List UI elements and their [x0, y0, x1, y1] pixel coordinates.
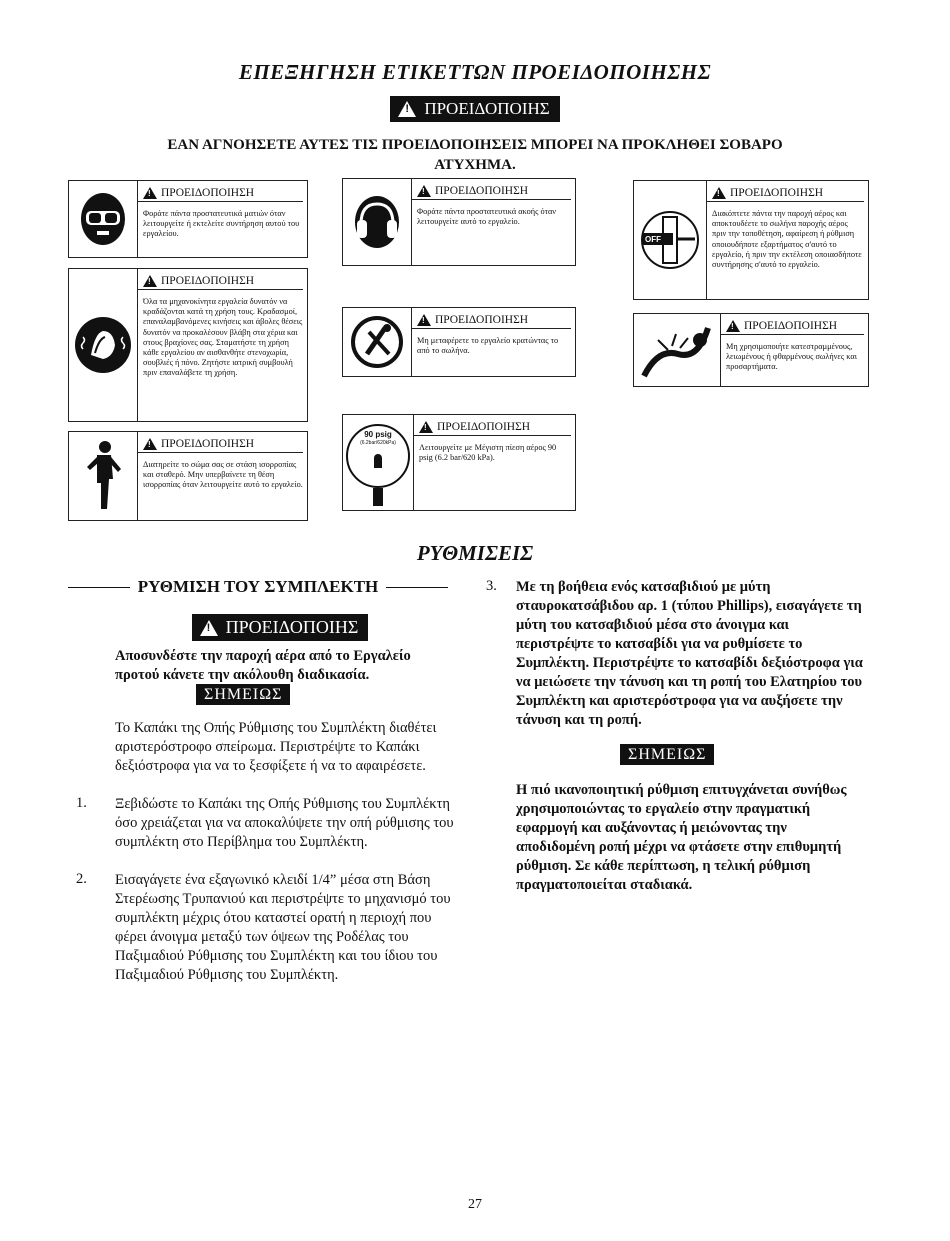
top-warning-banner-label: ΠΡΟΕΙΔΟΠΟΙΗΣ	[424, 99, 550, 118]
gauge-label	[348, 430, 408, 448]
label-vibration-head-text: ΠΡΟΕΙΔΟΠΟΙΗΣΗ	[161, 275, 255, 287]
label-eye-head	[137, 185, 303, 202]
label-ear-head	[411, 183, 571, 200]
top-warning-banner	[390, 96, 559, 122]
gauge-stem	[373, 488, 383, 506]
off-text: OFF	[645, 235, 661, 244]
right-note-banner-label: ΣΗΜΕΙΩΣ	[620, 744, 714, 765]
label-hose-carry	[342, 307, 576, 377]
label-pressure-head-text: ΠΡΟΕΙΔΟΠΟΙΗΣΗ	[437, 421, 531, 433]
label-vibration	[68, 268, 308, 422]
warning-triangle-icon	[712, 187, 726, 199]
label-ear-head-text: ΠΡΟΕΙΔΟΠΟΙΗΣΗ	[435, 185, 529, 197]
left-note-text: Το Καπάκι της Οπής Ρύθμισης του Συμπλέκτη διαθέτει αριστερόστροφο σπείρωμα. Περιστρέψτε το Καπάκι δεξιόστροφα για να το ξεσφίξετε ή να το αφαιρέσετε.	[115, 720, 437, 774]
label-balance-text: Διατηρείτε το σώμα σας σε στάση ισορροπίας και σταθερό. Μην υπερβαίνετε τη θέση ισορροπίας όταν λειτουργείτε αυτό το εργαλείο.	[143, 460, 303, 490]
top-warning-banner-wrap	[0, 96, 950, 122]
label-damaged-head	[720, 318, 864, 335]
subsection-heading	[68, 577, 448, 597]
label-eye-head-text: ΠΡΟΕΙΔΟΠΟΙΗΣΗ	[161, 187, 255, 199]
label-eye-text: Φοράτε πάντα προστατευτικά ματιών όταν λειτουργείτε ή εκτελείτε συντήρηση αυτού του εργαλείου.	[143, 209, 300, 239]
step-2-number: 2.	[76, 871, 87, 887]
top-warning-line1: ΕΑΝ ΑΓΝΟΗΣΕΤΕ ΑΥΤΕΣ ΤΙΣ ΠΡΟΕΙΔΟΠΟΙΗΣΕΙΣ ΜΠΟΡΕΙ ΝΑ ΠΡΟΚΛΗΘΕΙ ΣΟΒΑΡΟ	[167, 137, 783, 153]
gauge-bar: (6.2bar/620kPa)	[360, 439, 396, 446]
right-note-text: Η πιό ικανοποιητική ρύθμιση επιτυγχάνεται συνήθως χρησιμοποιώντας το εργαλείο στην πραγματική εφαρμογή και αυξάνοντας ή μειώνοντας την αποδιδομένη ροπή μέχρι να φτάσετε στην επιθυμητή ρύθμιση. Σε κάθε περίπτωση, η τελική ρύθμιση πραγματοποιείται σταδιακά.	[516, 782, 847, 893]
right-note-banner	[620, 746, 714, 764]
label-eye-protection	[68, 180, 308, 258]
warning-triangle-icon	[143, 187, 157, 199]
label-damaged-text: Μη χρησιμοποιήτε κατεστραμμένους, λειωμένους ή φθαρμένους σωλήνες και προσαρτήματα.	[726, 342, 857, 372]
label-disconnect-text: Διακόπτετε πάντα την παροχή αέρος και αποκτουδέετε το σωλήνα παροχής αέρος πριν την τοποθέτηση, αφαίρεση ή ρύθμιση οποιουδήποτε εξαρτήματος σ'αυτό το εργαλείο, ή πριν την εκτέλεση οποιασδήποτε συντήρησης σ'αυτό το εργαλείο.	[712, 209, 862, 270]
page-title: ΕΠΕΞΗΓΗΣΗ ΕΤΙΚΕΤΤΩΝ ΠΡΟΕΙΔΟΠΟΙΗΣΗΣ	[238, 60, 712, 84]
rule-left	[68, 587, 130, 588]
pressure-gauge-icon	[343, 415, 414, 510]
section-title: ΡΥΘΜΙΣΕΙΣ	[416, 541, 534, 565]
label-vibration-head	[137, 273, 303, 290]
safety-glasses-icon	[69, 181, 138, 257]
label-damaged-head-text: ΠΡΟΕΙΔΟΠΟΙΗΣΗ	[744, 320, 838, 332]
warning-triangle-icon	[419, 421, 433, 433]
warning-triangle-icon	[398, 101, 416, 117]
label-balance-head	[137, 436, 303, 453]
warning-triangle-icon	[726, 320, 740, 332]
air-disconnect-icon	[634, 181, 707, 299]
label-disconnect	[633, 180, 869, 300]
label-disconnect-head-text: ΠΡΟΕΙΔΟΠΟΙΗΣΗ	[730, 187, 824, 199]
hand-vibration-icon	[69, 269, 138, 421]
no-carry-by-hose-icon	[343, 308, 412, 376]
subsection-title: ΡΥΘΜΙΣΗ ΤΟΥ ΣΥΜΠΛΕΚΤΗ	[137, 577, 379, 596]
page-number: 27	[468, 1197, 482, 1212]
warning-triangle-icon	[200, 620, 218, 636]
label-ear-protection	[342, 178, 576, 266]
step-1-number: 1.	[76, 795, 87, 811]
step-3-text: Με τη βοήθεια ενός κατσαβιδιού με μύτη σταυροκατσάβιδου αρ. 1 (τύπου Phillips), εισαγάγετε τη μύτη του κατσαβιδιού μέσα στο άνοιγμα και περιστρέψτε το κατσαβίδι για να ρυθμίσετε το Συμπλέκτη. Περιστρέψτε το κατσαβίδι δεξιόστροφα για να μειώσετε την τάνυση και τη ροπή του Ελατηρίου του Συμπλέκτη και αριστερόστροφα για να αυξήσετε την τάνυση και τη ροπή.	[516, 579, 863, 728]
left-warning-text: Αποσυνδέστε την παροχή αέρα από το Εργαλείο προτού κάνετε την ακόλουθη διαδικασία.	[115, 648, 411, 683]
left-note-banner-label: ΣΗΜΕΙΩΣ	[196, 684, 290, 705]
label-pressure-text: Λειτουργείτε με Μέγιστη πίεση αέρος 90 psig (6.2 bar/620 kPa).	[419, 443, 557, 463]
rule-right	[386, 587, 448, 588]
gauge-dial	[346, 424, 410, 488]
left-note-banner	[196, 686, 290, 704]
warning-triangle-icon	[417, 185, 431, 197]
label-hose-text: Μη μεταφέρετε το εργαλείο κρατώντας το από το σωλήνα.	[417, 336, 559, 356]
step-3-number: 3.	[486, 578, 497, 594]
left-warning-banner-label: ΠΡΟΕΙΔΟΠΟΙΗΣ	[225, 617, 359, 637]
ear-protection-icon	[343, 179, 412, 265]
label-damaged-hose	[633, 313, 869, 387]
gauge-psig: 90 psig	[364, 429, 392, 439]
label-balance-head-text: ΠΡΟΕΙΔΟΠΟΙΗΣΗ	[161, 438, 255, 450]
balance-person-icon	[69, 432, 138, 520]
top-warning-text	[0, 135, 950, 175]
label-ear-text: Φοράτε πάντα προστατευτικά ακοής όταν λειτουργείτε αυτό το εργαλείο.	[417, 207, 557, 227]
left-warning-banner	[192, 614, 369, 641]
step-2-text: Εισαγάγετε ένα εξαγωνικό κλειδί 1/4” μέσα στη Βάση Στερέωσης Τρυπανιού και περιστρέψτε το μηχανισμό του συμπλέκτη μέχρις ότου καταστεί ορατή η περιοχή που φέρει άνοιγμα μεταξύ των όψεων της Ροδέλας του Παξιμαδιού Ρύθμισης του Συμπλέκτη και του ίδιου του Παξιμαδιού Ρύθμισης του Συμπλέκτη.	[115, 872, 451, 983]
left-warning-banner-wrap	[0, 614, 560, 641]
step-1-text: Ξεβιδώστε το Καπάκι της Οπής Ρύθμισης του Συμπλέκτη όσο χρειάζεται για να αποκαλύψετε την οπή ρύθμισης του συμπλέκτη στο Περίβλημα του Συμπλέκτη.	[115, 796, 454, 850]
warning-triangle-icon	[143, 438, 157, 450]
label-vibration-text: Όλα τα μηχανοκίνητα εργαλεία δυνατόν να κραδάζονται κατά τη χρήση τους. Κραδασμοί, επαναλαμβανόμενες κινήσεις και άβολες θέσεις δυνατόν να προκαλέσουν βλάβη στα χέρια και στους βραχίονες σας. Σταματήστε τη χρήση κάθε εργαλείου αν αισθανθήτε στενοχωρία, σουβλιές ή πόνο. Ζητήστε ιατρική συμβουλή πριν επαναλάβετε τη χρήση.	[143, 297, 303, 378]
label-hose-head-text: ΠΡΟΕΙΔΟΠΟΙΗΣΗ	[435, 314, 529, 326]
gauge-needle	[374, 454, 382, 468]
damaged-hose-icon	[634, 314, 721, 386]
label-pressure	[342, 414, 576, 511]
warning-triangle-icon	[417, 314, 431, 326]
label-hose-head	[411, 312, 571, 329]
label-pressure-head	[413, 419, 571, 436]
label-balance	[68, 431, 308, 521]
label-disconnect-head	[706, 185, 864, 202]
top-warning-line2: ΑΤΥΧΗΜΑ.	[434, 157, 516, 173]
warning-triangle-icon	[143, 275, 157, 287]
